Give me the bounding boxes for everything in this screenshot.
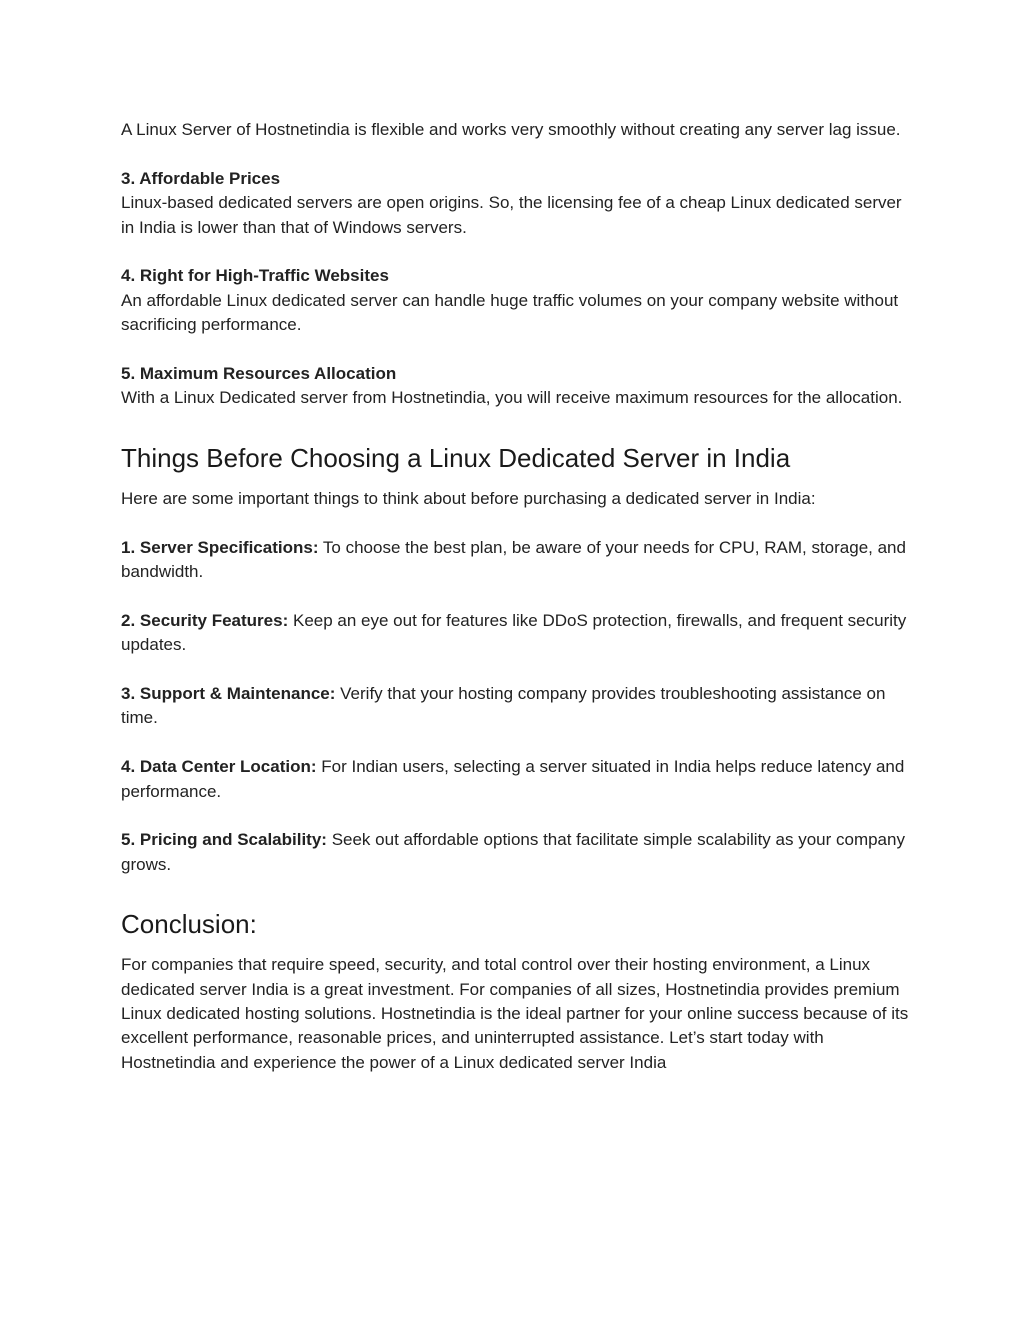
list-item [121,536,911,585]
document-page [121,118,911,1075]
list-item-text: To choose the best plan, be aware of your needs for CPU, RAM, storage, and bandwidth. [121,537,906,582]
section-heading-conclusion: Conclusion: [121,909,257,940]
spacer [121,804,911,828]
benefit-title: 4. Right for High-Traffic Websites [121,266,389,286]
spacer [121,658,911,682]
list-item-label: 3. Support & Maintenance: [121,684,336,704]
benefit-title: 5. Maximum Resources Allocation [121,364,397,384]
conclusion-paragraph: For companies that require speed, security, and total control over their hosting environment, a Linux dedicated server India is a great investment. For companies of all sizes, Hostnetindia provides premium Linux dedicated hosting solutions. Hostnetindia is the ideal partner for your online success because of its excellent performance, reasonable prices, and uninterrupted assistance. Let’s start today with Hostnetindia and experience the power of a Linux dedicated server India [121,955,909,1072]
list-item-label: 4. Data Center Location: [121,757,317,777]
spacer [121,338,911,362]
section-heading-things: Things Before Choosing a Linux Dedicated Server in India [121,442,791,473]
spacer [121,240,911,264]
spacer [121,584,911,608]
list-item [121,755,911,804]
list-item-text: Verify that your hosting company provides troubleshooting assistance on time. [121,684,886,728]
spacer [121,511,911,535]
list-item-text: For Indian users, selecting a server situated in India helps reduce latency and performance. [121,757,905,801]
spacer [121,731,911,755]
list-item [121,682,911,731]
list-item-label: 2. Security Features: [121,610,289,630]
list-item-text: Seek out affordable options that facilitate simple scalability as your company grows. [121,830,905,874]
list-item-label: 1. Server Specifications: [121,537,319,557]
list-item-text: Keep an eye out for features like DDoS protection, firewalls, and frequent security updates. [121,610,907,655]
benefit-text: An affordable Linux dedicated server can handle huge traffic volumes on your company website without sacrificing performance. [121,290,899,335]
list-item [121,609,911,658]
benefit-text: Linux-based dedicated servers are open origins. So, the licensing fee of a cheap Linux dedicated server in India is lower than that of Windows servers. [121,193,902,237]
list-item-label: 5. Pricing and Scalability: [121,830,327,850]
spacer [121,142,911,166]
benefit-title: 3. Affordable Prices [121,168,281,188]
section-intro: Here are some important things to think about before purchasing a dedicated server in India: [121,488,816,508]
intro-paragraph: A Linux Server of Hostnetindia is flexible and works very smoothly without creating any server lag issue. [121,120,901,139]
list-item [121,828,911,877]
benefit-text: With a Linux Dedicated server from Hostnetindia, you will receive maximum resources for the allocation. [121,388,903,408]
